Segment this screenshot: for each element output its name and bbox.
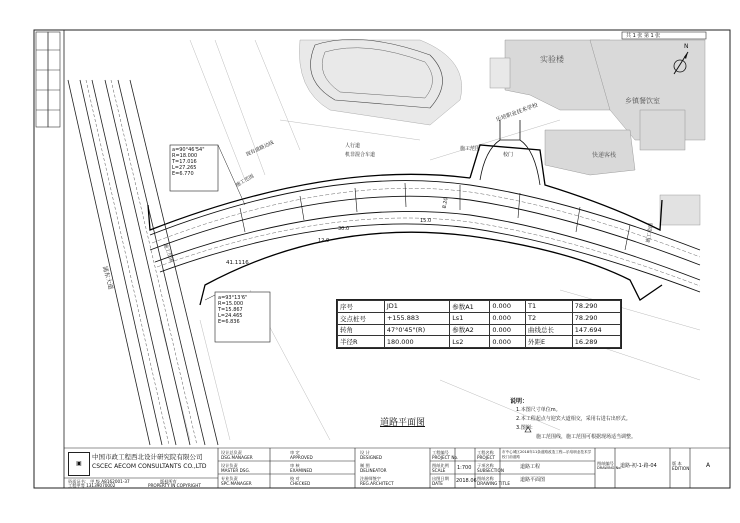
- tb-scale-en: SCALE: [432, 468, 446, 473]
- tb-drawn-en: DELINEATOR: [360, 468, 387, 473]
- curve-top-line: a=90°46'54": [172, 147, 205, 153]
- curve-bottom-line: T=15.867: [218, 307, 243, 313]
- cert-line1: 资质证书： 甲 级 A8162001-37: [68, 479, 130, 484]
- label-restaurant: 快递客栈: [592, 152, 617, 159]
- binding-strip: [36, 32, 60, 127]
- curve-top-line: T=17.016: [172, 159, 197, 165]
- tb-drawn: 制 图: [360, 463, 370, 468]
- curve-bottom-line: R=15.000: [218, 301, 244, 307]
- table-cell: 曲线总长: [525, 324, 572, 336]
- tb-verified: 注册师签字: [360, 476, 381, 481]
- label-school-gate: 校门: [503, 152, 514, 158]
- tb-project-no: 工程编号: [432, 450, 449, 455]
- tb-date-en: DATE: [432, 481, 443, 486]
- table-cell: Ls2: [450, 336, 490, 348]
- tb-designed: 设 计: [360, 450, 370, 455]
- tb-scale-value: 1:700: [457, 465, 472, 471]
- tb-sub-item-value: 道路工程: [520, 464, 541, 470]
- label-dim-15: 15.0: [420, 218, 432, 224]
- table-row: [338, 324, 621, 336]
- tb-checked: 校 对: [290, 476, 300, 481]
- table-cell: 参数A2: [450, 324, 490, 336]
- label-dim-12: 12.0: [318, 238, 330, 244]
- buildings: [490, 40, 705, 225]
- table-cell: 78.290: [572, 301, 620, 313]
- table-cell: 转角: [338, 324, 385, 336]
- tb-drawing-name: 图纸名称: [477, 476, 494, 481]
- table-row: [338, 312, 621, 324]
- table-cell: 0.000: [490, 336, 526, 348]
- sports-field: [299, 40, 461, 125]
- label-existing-road-edge: 现有道路边线: [245, 139, 275, 159]
- table-cell: 交点桩号: [338, 312, 385, 324]
- major-road-lanes: [86, 80, 197, 445]
- table-cell: 147.694: [572, 324, 620, 336]
- table-cell: 78.290: [572, 312, 620, 324]
- tb-approved: 审 定: [290, 450, 300, 455]
- tb-project-name-value: 市中心城区2018年11条道路改造工程—乐培职业技术学校门前道路: [502, 450, 592, 459]
- tb-date-value: 2018.06: [456, 478, 477, 484]
- curve-top-line: L=27.265: [172, 165, 197, 171]
- tb-drawing-no-value: 道路-初-1-路-04: [620, 463, 657, 469]
- note-item: 2.本工程起点与迎宾大道相交，采用右进右出形式。: [516, 416, 631, 422]
- tb-discipline-lead-en: SPC.MANAGER: [221, 481, 252, 486]
- curve-bottom-line: L=24.465: [218, 313, 243, 319]
- table-cell: Ls1: [450, 312, 490, 324]
- label-dim-30: 30.0: [338, 226, 350, 232]
- tb-checked-en: CHECKED: [290, 481, 311, 486]
- curve-top-line: E=6.770: [172, 171, 194, 177]
- tb-verified-en: REG.ARCHITECT: [360, 481, 394, 486]
- tb-drawing-name-en: DRAWING TITLE: [477, 481, 511, 486]
- tb-edition: 版 本: [672, 461, 682, 466]
- note-item: 1.本图尺寸单位m。: [516, 407, 561, 413]
- tb-edition-en: EDITION: [672, 466, 690, 471]
- copyright-cn: 版权所有: [160, 479, 177, 484]
- table-cell: 0.000: [490, 312, 526, 324]
- note-item: 3.图例：: [516, 425, 536, 431]
- curve-bottom-line: E=6.836: [218, 319, 240, 325]
- tb-project-no-en: PROJECT No.: [432, 455, 459, 460]
- curve-element-table: [336, 299, 622, 349]
- tb-design-respons-en: MASTER DSG.: [221, 468, 251, 473]
- table-cell: +155.883: [384, 312, 449, 324]
- label-work-area-b: 施工范围: [234, 173, 256, 189]
- tb-sub-item: 子项名称: [477, 463, 494, 468]
- curve-bottom-line: a=93°13'6": [218, 295, 248, 301]
- tb-examined: 审 核: [290, 463, 300, 468]
- tb-design-lead-en: DSG.MANAGER: [221, 455, 253, 460]
- table-cell: 半径R: [338, 336, 385, 348]
- tb-drawing-no: 图纸编号: [597, 461, 614, 466]
- table-cell: 参数A1: [450, 301, 490, 313]
- copyright-en: PROPERTY IN COPYRIGHT: [148, 483, 201, 488]
- tb-design-lead: 设计总负责: [221, 450, 242, 455]
- tb-project-name: 工程名称: [477, 450, 494, 455]
- tb-design-respons: 设计负责: [221, 463, 238, 468]
- tb-approved-en: APPROVED: [290, 455, 313, 460]
- tb-sub-item-en: SUBSECTION: [477, 468, 504, 473]
- company-logo-icon: ▣: [68, 452, 90, 476]
- label-dim-8: 8.20: [441, 196, 450, 210]
- curve-box-top: [172, 147, 205, 177]
- table-cell: 0.000: [490, 301, 526, 313]
- notes-title: 说明：: [510, 398, 529, 405]
- table-cell: T2: [525, 312, 572, 324]
- label-work-area-c: 施工范围: [161, 242, 175, 264]
- tb-date: 出图日期: [432, 476, 449, 481]
- notes: [510, 398, 637, 442]
- company-name-en: CSCEC AECOM CONSULTANTS CO.,LTD: [92, 463, 207, 470]
- label-road-width: 41.1116: [226, 260, 249, 266]
- tb-drawing-no-en: DRAWING No.: [597, 466, 622, 470]
- company-name-cn: 中国市政工程西北设计研究院有限公司: [92, 453, 203, 461]
- label-library: 乡镇餐饮室: [625, 97, 660, 105]
- table-cell: JD1: [384, 301, 449, 313]
- page-counter: 共 1 张 第 1 张: [626, 33, 661, 39]
- table-cell: T1: [525, 301, 572, 313]
- label-sidewalk: 人行道: [345, 143, 361, 149]
- table-cell: 16.289: [572, 336, 620, 348]
- table-cell: 0.000: [490, 324, 526, 336]
- label-major-road: 浦东大道: [101, 265, 114, 291]
- table-row: [338, 301, 621, 313]
- label-campus: 实验楼: [540, 55, 564, 64]
- new-road: [150, 181, 700, 292]
- label-work-area-a: 施工范围: [460, 146, 481, 152]
- tb-edition-value: A: [706, 462, 711, 469]
- tb-project-name-en: PROJECT: [477, 455, 496, 460]
- table-row: [338, 336, 621, 348]
- label-work-area-d: 施工范围: [645, 222, 655, 244]
- table-cell: 外距E: [525, 336, 572, 348]
- label-vocational-school: 乐培职业技术学校: [495, 102, 539, 124]
- curve-top-line: R=18.000: [172, 153, 198, 159]
- cert-line2: 工程甲等 13139070002: [68, 483, 116, 488]
- tb-designed-en: DESIGNED: [360, 455, 383, 460]
- note-item: 施工范围线，施工范围可根据现场适当调整。: [536, 434, 637, 440]
- table-cell: 47°0'45"(R): [384, 324, 449, 336]
- tb-examined-en: EXAMINED: [290, 468, 313, 473]
- tb-scale: 图纸比例: [432, 463, 449, 468]
- major-road-lines: [68, 80, 218, 445]
- curve-box-bottom: [218, 295, 247, 325]
- tb-drawing-name-value: 道路平面图: [520, 477, 546, 483]
- table-cell: 序号: [338, 301, 385, 313]
- tb-discipline-lead: 专业负责: [221, 476, 238, 481]
- table-cell: 180.000: [384, 336, 449, 348]
- drawing-title: 道路平面图: [380, 418, 426, 428]
- compass-north-label: N: [684, 43, 689, 50]
- label-bike-lane: 机非混合车道: [345, 152, 376, 158]
